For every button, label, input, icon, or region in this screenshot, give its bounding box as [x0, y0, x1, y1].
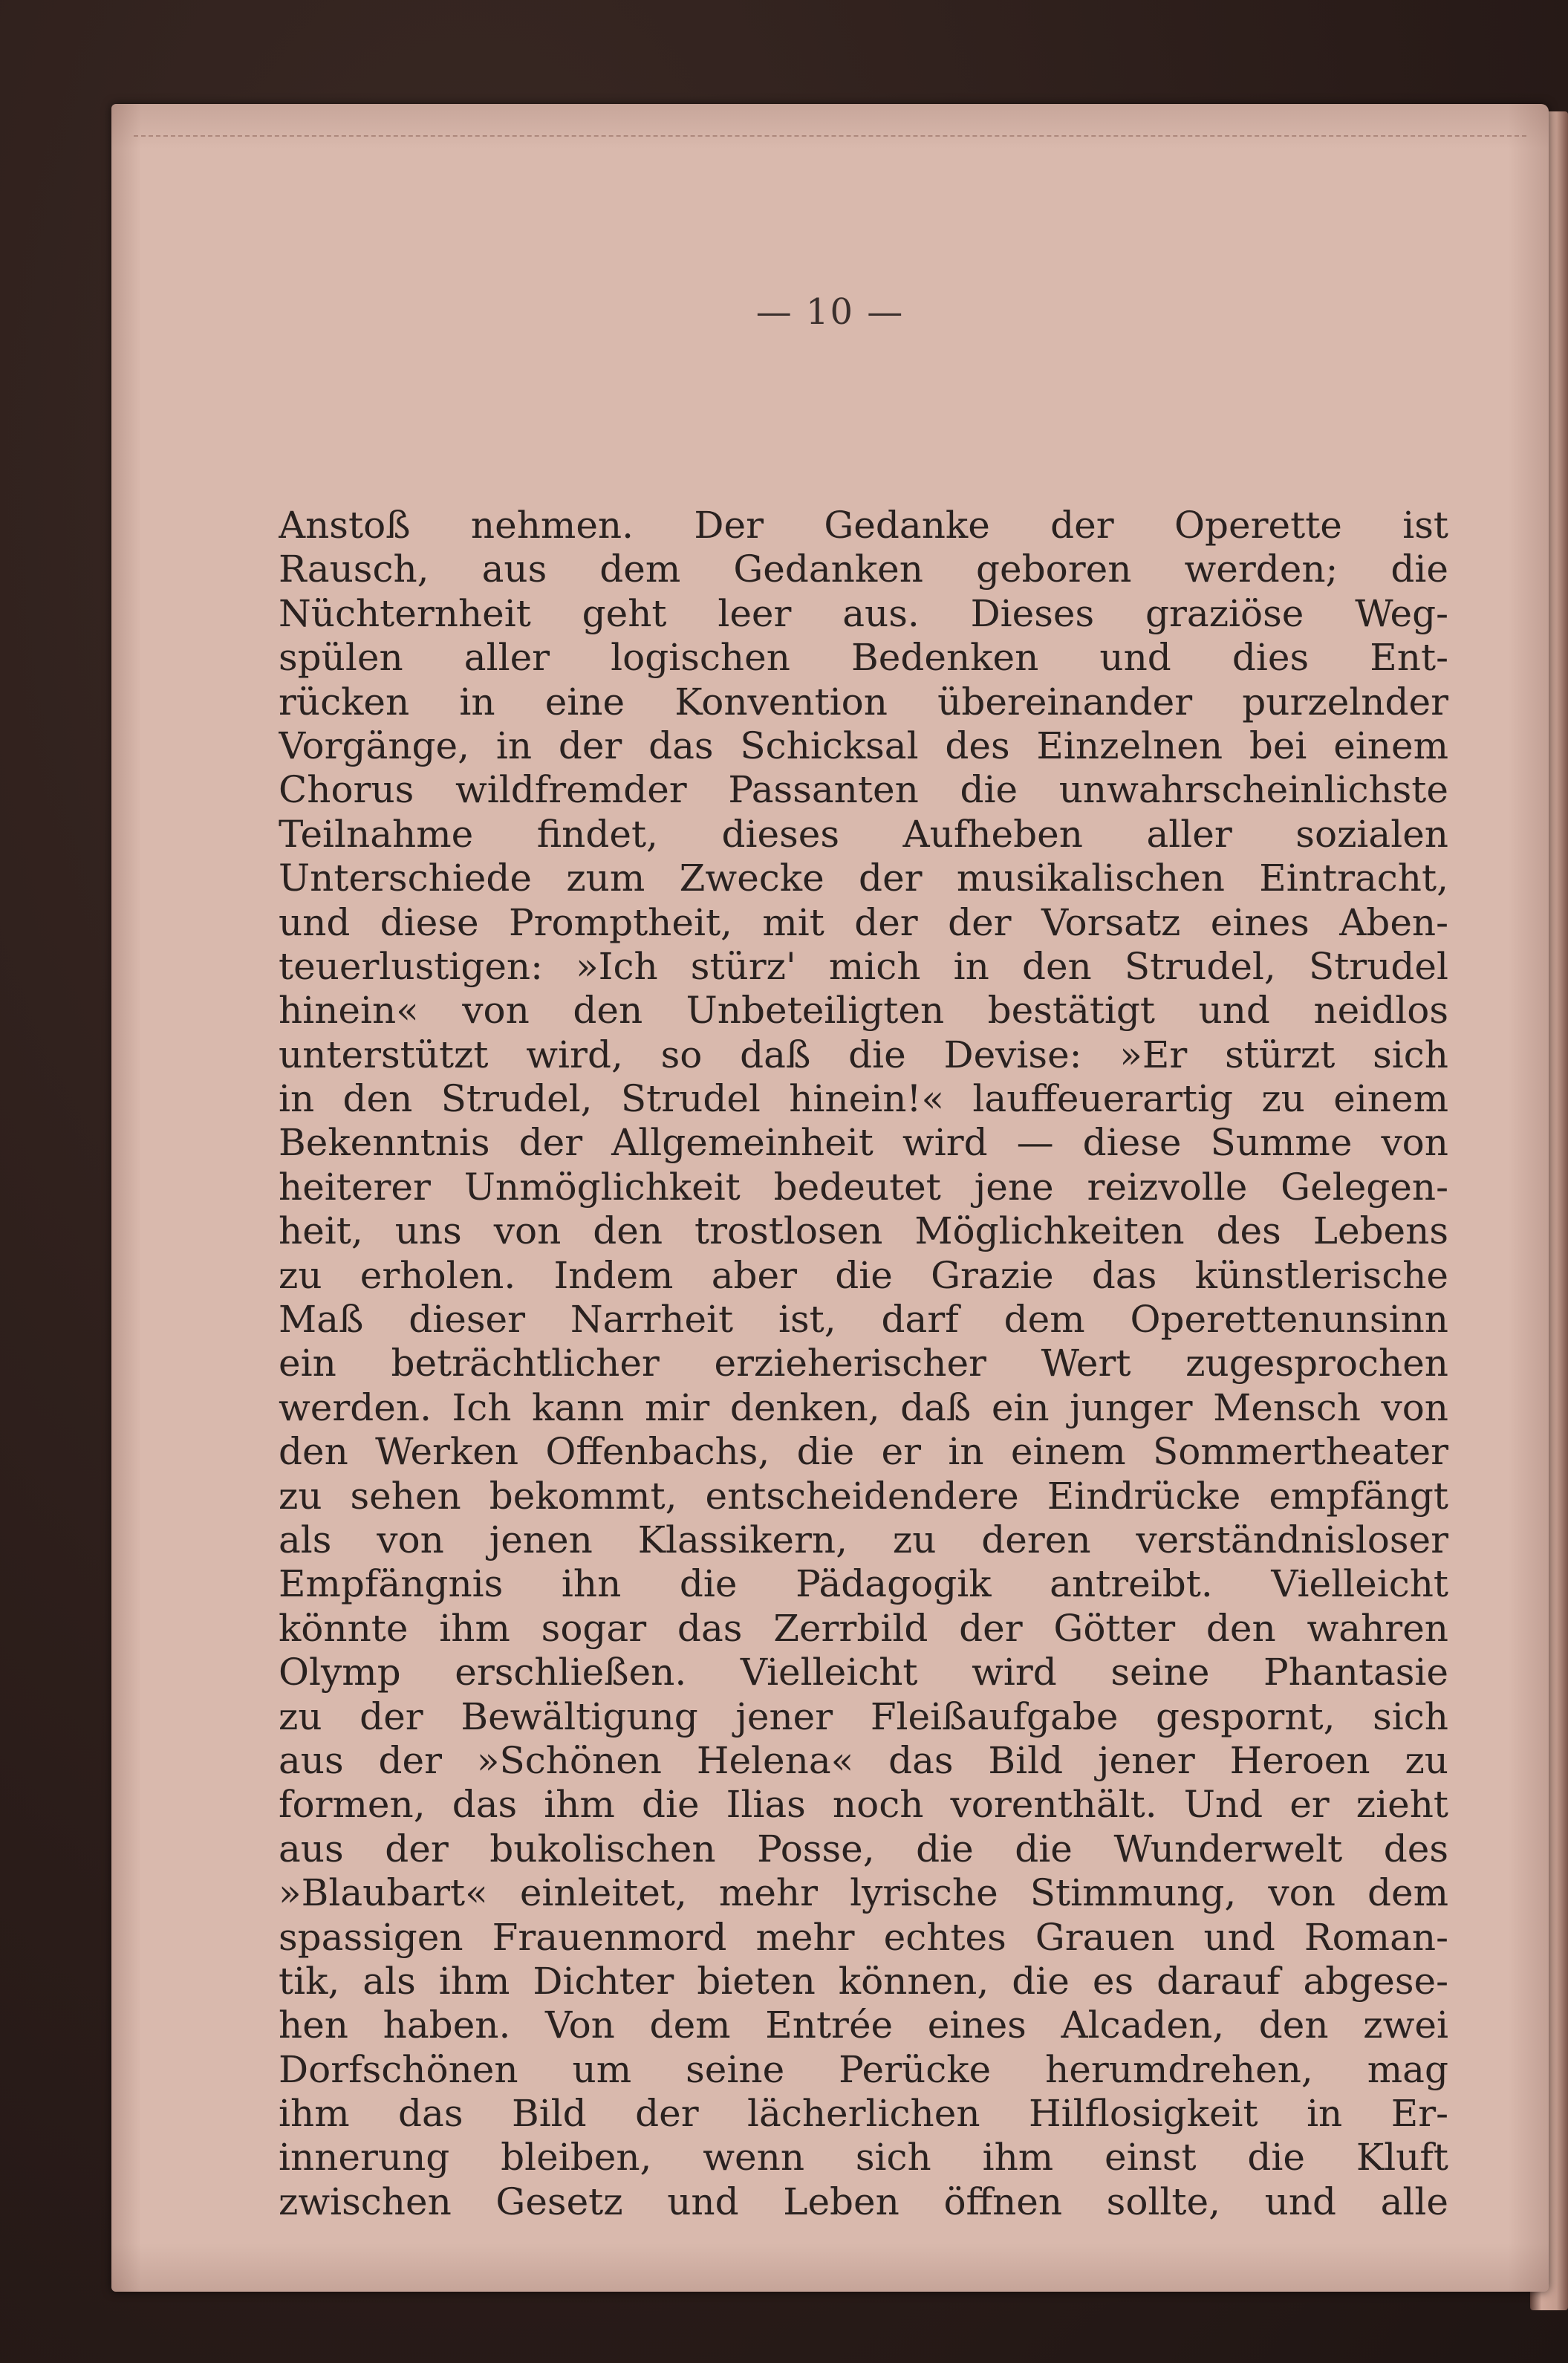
text-line: spülen aller logischen Bedenken und dies Ent-: [279, 636, 1448, 680]
text-line: »Blaubart« einleitet, mehr lyrische Stimmung, von dem: [279, 1871, 1448, 1915]
text-line: werden. Ich kann mir denken, daß ein junger Mensch von: [279, 1385, 1448, 1429]
text-line: Vorgänge, in der das Schicksal des Einzelnen bei einem: [279, 724, 1448, 767]
text-line: Empfängnis ihn die Pädagogik antreibt. Vielleicht: [279, 1562, 1448, 1606]
text-line: Dorfschönen um seine Perücke herumdrehen, mag: [279, 2047, 1448, 2091]
book-page: [111, 104, 1549, 2292]
text-line: Nüchternheit geht leer aus. Dieses graziöse Weg-: [279, 591, 1448, 635]
text-line: Teilnahme findet, dieses Aufheben aller sozialen: [279, 812, 1448, 856]
text-line: aus der bukolischen Posse, die die Wunderwelt des: [279, 1827, 1448, 1870]
page-edge-line: [134, 135, 1526, 137]
text-line: den Werken Offenbachs, die er in einem Sommertheater: [279, 1430, 1448, 1474]
text-line: zwischen Gesetz und Leben öffnen sollte, und alle: [279, 2180, 1448, 2223]
text-line: heiterer Unmöglichkeit bedeutet jene reizvolle Gelegen-: [279, 1165, 1448, 1209]
body-text: [279, 504, 1448, 2224]
text-line: rücken in eine Konvention übereinander purzelnder: [279, 680, 1448, 724]
text-line: formen, das ihm die Ilias noch vorenthält. Und er zieht: [279, 1783, 1448, 1827]
text-line: in den Strudel, Strudel hinein!« lauffeuerartig zu einem: [279, 1077, 1448, 1121]
text-line: zu erholen. Indem aber die Grazie das künstlerische: [279, 1253, 1448, 1297]
text-line: heit, uns von den trostlosen Möglichkeiten des Lebens: [279, 1209, 1448, 1253]
text-line: unterstützt wird, so daß die Devise: »Er stürzt sich: [279, 1033, 1448, 1076]
text-line: aus der »Schönen Helena« das Bild jener Heroen zu: [279, 1738, 1448, 1782]
text-line: zu sehen bekommt, entscheidendere Eindrücke empfängt: [279, 1474, 1448, 1518]
text-line: ihm das Bild der lächerlichen Hilflosigkeit in Er-: [279, 2092, 1448, 2136]
text-line: teuerlustigen: »Ich stürz' mich in den Strudel, Strudel: [279, 944, 1448, 988]
text-line: Unterschiede zum Zwecke der musikalischen Eintracht,: [279, 857, 1448, 900]
page-number: — 10 —: [755, 291, 905, 333]
text-line: Olymp erschließen. Vielleicht wird seine Phantasie: [279, 1651, 1448, 1694]
text-line: hen haben. Von dem Entrée eines Alcaden, den zwei: [279, 2003, 1448, 2047]
text-line: und diese Promptheit, mit der der Vorsatz eines Aben-: [279, 900, 1448, 944]
text-line: hinein« von den Unbeteiligten bestätigt und neidlos: [279, 989, 1448, 1033]
text-line: als von jenen Klassikern, zu deren verständnisloser: [279, 1518, 1448, 1561]
text-line: könnte ihm sogar das Zerrbild der Götter den wahren: [279, 1606, 1448, 1650]
text-line: Chorus wildfremder Passanten die unwahrscheinlichste: [279, 768, 1448, 812]
text-line: ein beträchtlicher erzieherischer Wert zugesprochen: [279, 1342, 1448, 1385]
text-line: Rausch, aus dem Gedanken geboren werden; die: [279, 547, 1448, 591]
text-line: Anstoß nehmen. Der Gedanke der Operette ist: [279, 504, 1448, 547]
text-line: spassigen Frauenmord mehr echtes Grauen und Roman-: [279, 1915, 1448, 1959]
text-line: Maß dieser Narrheit ist, darf dem Operettenunsinn: [279, 1298, 1448, 1342]
text-line: innerung bleiben, wenn sich ihm einst die Kluft: [279, 2136, 1448, 2180]
text-line: Bekenntnis der Allgemeinheit wird — diese Summe von: [279, 1121, 1448, 1165]
text-line: tik, als ihm Dichter bieten können, die es darauf abgese-: [279, 1959, 1448, 2003]
text-line: zu der Bewältigung jener Fleißaufgabe gespornt, sich: [279, 1694, 1448, 1738]
